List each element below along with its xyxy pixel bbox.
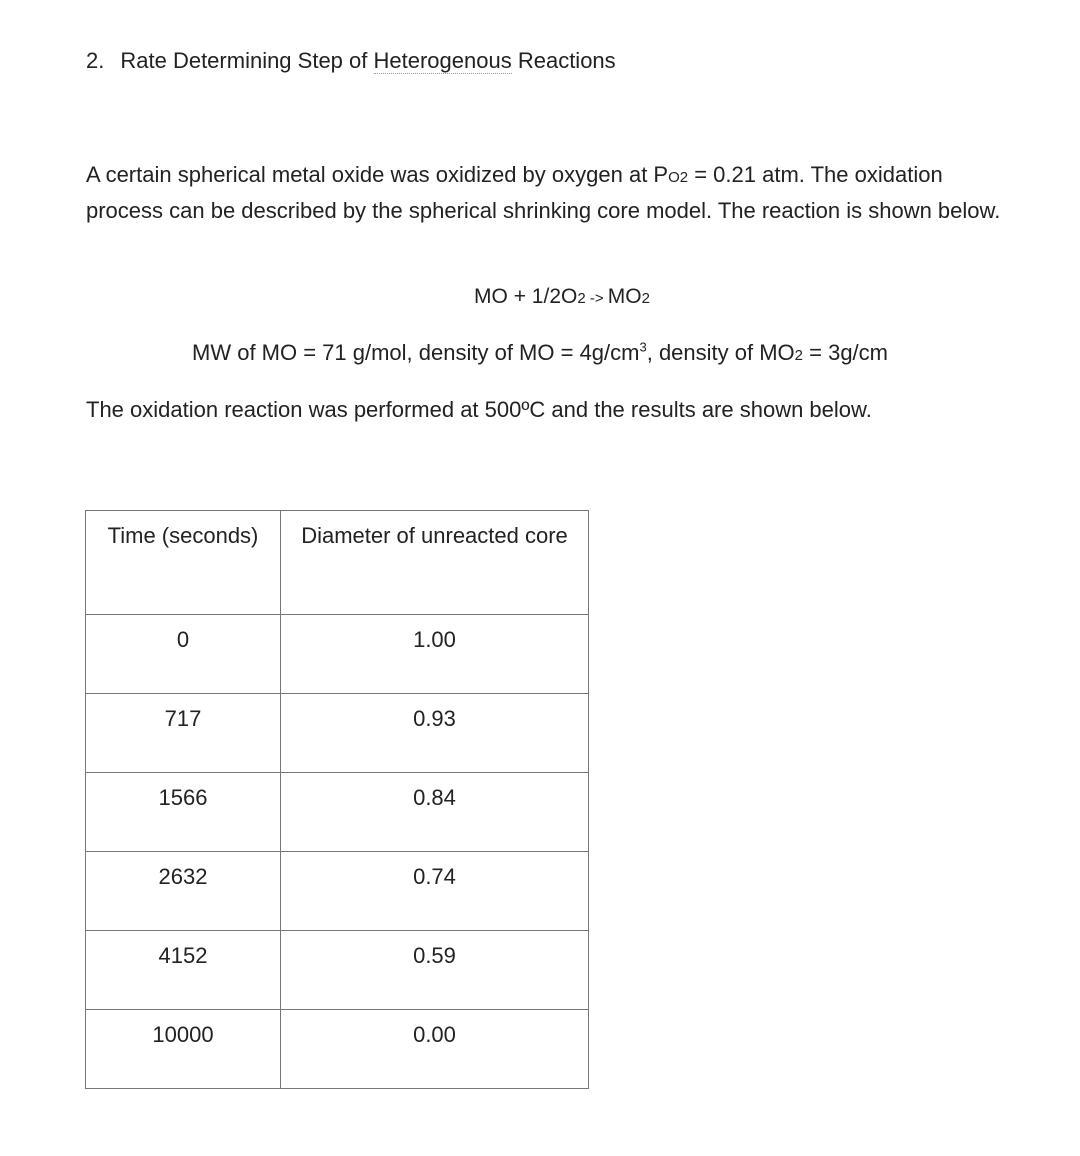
heading-title-part2: Reactions (511, 48, 616, 73)
reaction-equation (0, 282, 1080, 314)
cell-time: 2632 (86, 852, 281, 931)
cell-time: 1566 (86, 773, 281, 852)
table-row (86, 694, 589, 773)
material-properties (192, 338, 888, 371)
table-header-row (86, 511, 589, 615)
table-row (86, 773, 589, 852)
properties-part1: MW of MO = 71 g/mol, density of MO = 4g/cm (192, 340, 640, 365)
description-text-after: = 0.21 atm. The oxidation process can be described by the spherical shrinking core model. The reaction is shown below. (86, 162, 1001, 223)
cell-diameter: 1.00 (281, 615, 589, 694)
cell-diameter: 0.93 (281, 694, 589, 773)
question-number: 2. (86, 48, 105, 73)
question-heading (86, 46, 616, 76)
properties-part2: , density of MO (646, 340, 795, 365)
heading-title-underlined-word: Heterogenous (373, 48, 512, 73)
cell-time: 10000 (86, 1010, 281, 1089)
table-row (86, 1010, 589, 1089)
table-row (86, 852, 589, 931)
results-intro: The oxidation reaction was performed at 500ºC and the results are shown below. (86, 397, 872, 422)
header-time: Time (seconds) (86, 511, 281, 615)
properties-superscript: 3 (639, 339, 647, 355)
equation-left-subscript: 2 (577, 290, 586, 307)
properties-subscript: 2 (794, 347, 804, 364)
equation-left: MO + 1/2O (474, 285, 578, 308)
cell-time: 0 (86, 615, 281, 694)
cell-diameter: 0.59 (281, 931, 589, 1010)
header-diameter: Diameter of unreacted core (281, 511, 589, 615)
cell-diameter: 0.84 (281, 773, 589, 852)
problem-description (86, 158, 1006, 227)
equation-arrow: -> (585, 290, 608, 307)
equation-right-subscript: 2 (641, 290, 650, 307)
properties-part3: = 3g/cm (803, 340, 888, 365)
description-text-before: A certain spherical metal oxide was oxidized by oxygen at P (86, 162, 669, 187)
cell-diameter: 0.74 (281, 852, 589, 931)
equation-right: MO (607, 285, 642, 308)
cell-time: 717 (86, 694, 281, 773)
cell-time: 4152 (86, 931, 281, 1010)
table-row (86, 615, 589, 694)
cell-diameter: 0.00 (281, 1010, 589, 1089)
pressure-subscript: O2 (668, 169, 689, 186)
results-table (85, 510, 589, 1089)
heading-title-part1: Rate Determining Step of (120, 48, 374, 73)
table-row (86, 931, 589, 1010)
